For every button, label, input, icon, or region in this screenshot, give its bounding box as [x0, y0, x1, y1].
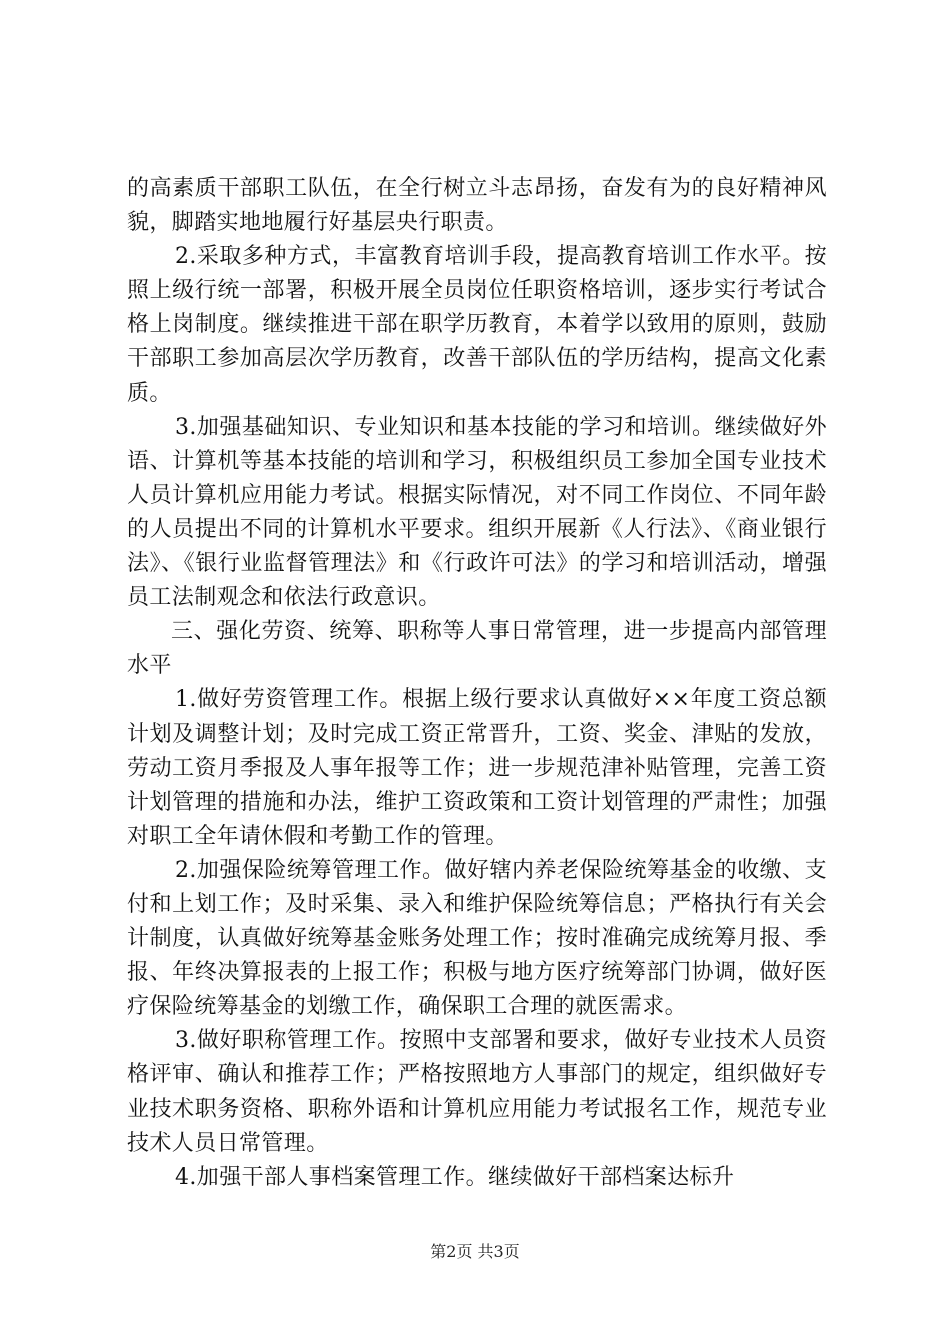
paragraph-item-4-archive-management: 4.加强干部人事档案管理工作。继续做好干部档案达标升	[175, 1164, 735, 1190]
section-heading-three: 三、强化劳资、统筹、职称等人事日常管理，进一步提高内部管理水平	[127, 619, 827, 679]
page-number-label: 第2页 共3页	[430, 1242, 520, 1261]
paragraph-item-3-basic-knowledge: 3.加强基础知识、专业知识和基本技能的学习和培训。继续做好外语、计算机等基本技能的培训和学习，积极组织员工参加全国专业技术人员计算机应用能力考试。根据实际情况，对不同工作岗位、不同年龄的人员提出不同的计算机水平要求。组织开展新《人行法》、《商业银行法》、《银行业监督管理法》和《行政许可法》的学习和培训活动，增强员工法制观念和依法行政意识。	[127, 414, 827, 611]
paragraph-continuation: 的高素质干部职工队伍，在全行树立斗志昂扬，奋发有为的良好精神风貌，脚踏实地地履行好基层央行职责。	[127, 176, 827, 236]
paragraph-item-1-labor-management: 1.做好劳资管理工作。根据上级行要求认真做好××年度工资总额计划及调整计划；及时完成工资正常晋升，工资、奖金、津贴的发放，劳动工资月季报及人事年报等工作；进一步规范津补贴管理，完善工资计划管理的措施和办法，维护工资政策和工资计划管理的严肃性；加强对职工全年请休假和考勤工作的管理。	[127, 687, 827, 849]
paragraph-item-2-insurance-management: 2.加强保险统筹管理工作。做好辖内养老保险统筹基金的收缴、支付和上划工作；及时采集、录入和维护保险统筹信息；严格执行有关会计制度，认真做好统筹基金账务处理工作；按时准确完成统筹月报、季报、年终决算报表的上报工作；积极与地方医疗统筹部门协调，做好医疗保险统筹基金的划缴工作，确保职工合理的就医需求。	[127, 857, 827, 1020]
document-body	[127, 172, 827, 1195]
paragraph-item-3-title-management: 3.做好职称管理工作。按照中支部署和要求，做好专业技术人员资格评审、确认和推荐工作；严格按照地方人事部门的规定，组织做好专业技术职务资格、职称外语和计算机应用能力考试报名工作，规范专业技术人员日常管理。	[127, 1028, 827, 1156]
paragraph-item-2-training-methods: 2.采取多种方式，丰富教育培训手段，提高教育培训工作水平。按照上级行统一部署，积极开展全员岗位任职资格培训，逐步实行考试合格上岗制度。继续推进干部在职学历教育，本着学以致用的原则，鼓励干部职工参加高层次学历教育，改善干部队伍的学历结构，提高文化素质。	[127, 244, 827, 406]
page-footer	[0, 1242, 950, 1262]
